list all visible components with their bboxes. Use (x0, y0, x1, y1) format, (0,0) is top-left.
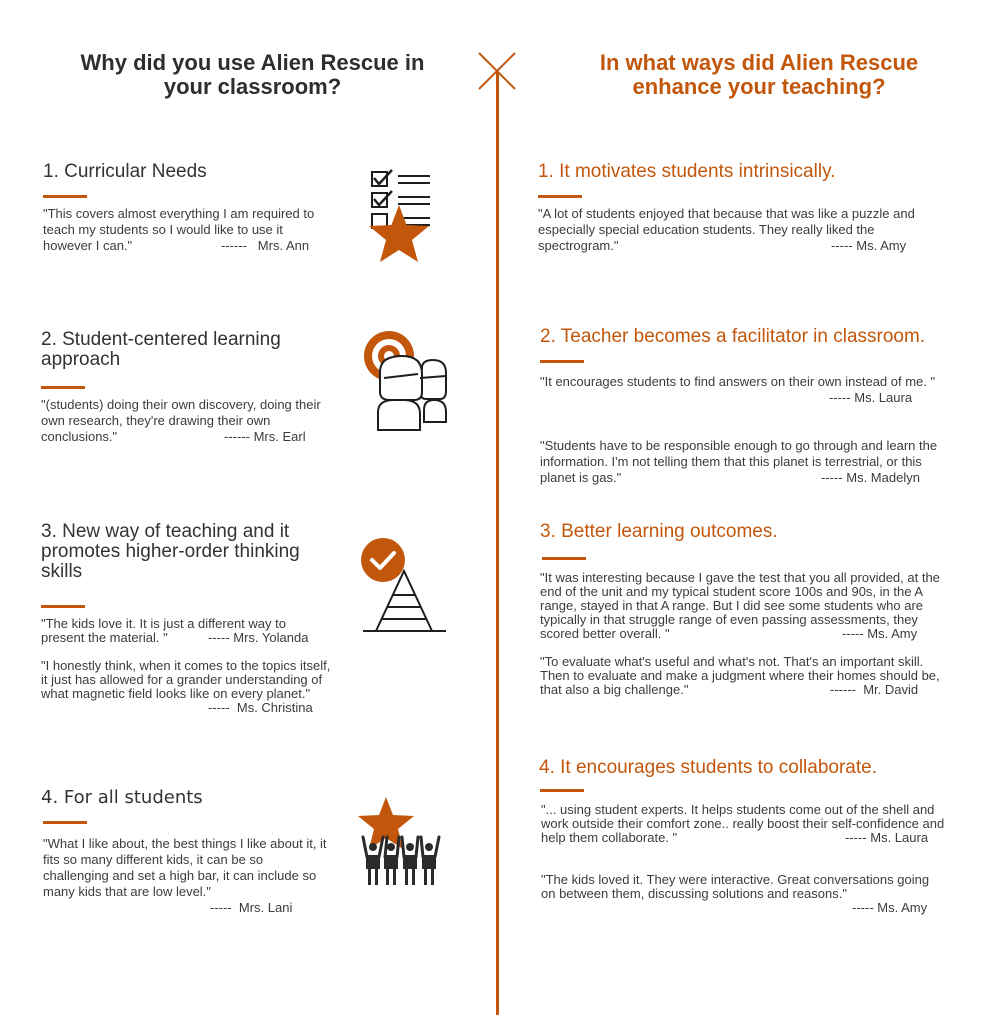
right-section-4-quote-2: "The kids loved it. They were interactive. Great conversations going on between them, discussing solutions and reasons." (541, 872, 930, 901)
left-column-title: Why did you use Alien Rescue in your classroom? (80, 50, 425, 99)
right-section-2-quote-1: "It encourages students to find answers on their own instead of me. " (540, 374, 936, 389)
right-section-4-quote-1: "... using student experts. It helps students come out of the shell and work outside their comfort zone.. really boost their self-confidence and help them collaborate. " (541, 802, 945, 845)
left-section-1-title: 1. Curricular Needs (43, 161, 207, 182)
check-pyramid-icon (360, 537, 450, 635)
right-section-3-quote-2: "To evaluate what's useful and what's not. That's an important skill. Then to evaluate and make a judgment where their homes should be, that also a big challenge." (540, 654, 940, 697)
left-section-2-title: 2. Student-centered learning approach (41, 329, 281, 370)
right-section-1-quote: "A lot of students enjoyed that because that was like a puzzle and especially special education students. They really liked the spectrogram." (538, 206, 915, 253)
left-section-1-quote: "This covers almost everything I am required to teach my students so I would like to use it however I can." (43, 206, 315, 253)
left-section-3-rule (41, 605, 85, 608)
left-section-2-attribution: ------ Mrs. Earl (224, 429, 306, 444)
checklist-star-icon (368, 168, 438, 268)
right-section-1-rule (538, 195, 582, 198)
left-section-2-quote: "(students) doing their own discovery, doing their own research, they're drawing their own conclusions." (41, 397, 321, 444)
left-section-3-quote-2: "I honestly think, when it comes to the topics itself, it just has allowed for a grander understanding of what magnetic field looks like on every planet." (41, 658, 331, 701)
right-section-2-rule (540, 360, 584, 363)
right-section-3-rule (542, 557, 586, 560)
left-section-3-quote-1: "The kids love it. It is just a different way to present the material. " (41, 616, 286, 645)
left-section-4-rule (43, 821, 87, 824)
column-divider-line (496, 72, 499, 1015)
right-section-1-attribution: ----- Ms. Amy (831, 238, 907, 253)
left-section-3-attribution-1: ----- Mrs. Yolanda (208, 630, 309, 645)
left-section-4-quote: "What I like about, the best things I like about it, it fits so many different kids, it can be so challenging and set a high bar, it can include so many kids that are low level." (43, 836, 327, 899)
right-section-1-title: 1. It motivates students intrinsically. (538, 161, 836, 182)
right-section-4-rule (540, 789, 584, 792)
left-section-4-title: 4. For all students (41, 787, 203, 808)
left-section-1-attribution: ------ Mrs. Ann (221, 238, 310, 253)
right-section-4-title: 4. It encourages students to collaborate. (539, 757, 877, 778)
right-section-3-attribution-2: ------ Mr. David (830, 682, 919, 697)
right-section-2-attribution-2: ----- Ms. Madelyn (821, 470, 920, 485)
right-section-2-quote-2: "Students have to be responsible enough to go through and learn the information. I'm not telling them that this planet is terrestrial, or this planet is gas." (540, 438, 938, 485)
right-section-3-title: 3. Better learning outcomes. (540, 521, 778, 542)
right-section-4-attribution-2: ----- Ms. Amy (852, 900, 928, 915)
left-section-2-rule (41, 386, 85, 389)
right-section-3-quote-1: "It was interesting because I gave the test that you all provided, at the end of the unit and my typical student score 100s and 90s, in the A range, stayed in that A range. But I did see some students who are typically in that struggle range of even passing assessments, they scored better overall. " (540, 570, 940, 641)
target-students-icon (360, 330, 452, 434)
right-column-title: In what ways did Alien Rescue enhance your teaching? (599, 50, 919, 99)
left-section-1-rule (43, 195, 87, 198)
right-section-3-attribution-1: ----- Ms. Amy (842, 626, 918, 641)
left-section-4-attribution: ----- Mrs. Lani (210, 900, 293, 915)
star-team-icon (356, 797, 444, 889)
right-section-2-attribution-1: ----- Ms. Laura (829, 390, 913, 405)
right-section-2-title: 2. Teacher becomes a facilitator in classroom. (540, 326, 926, 347)
left-section-3-attribution-2: ----- Ms. Christina (208, 700, 313, 715)
left-section-3-title: 3. New way of teaching and it promotes higher-order thinking skills (41, 521, 300, 582)
right-section-4-attribution-1: ----- Ms. Laura (845, 830, 929, 845)
